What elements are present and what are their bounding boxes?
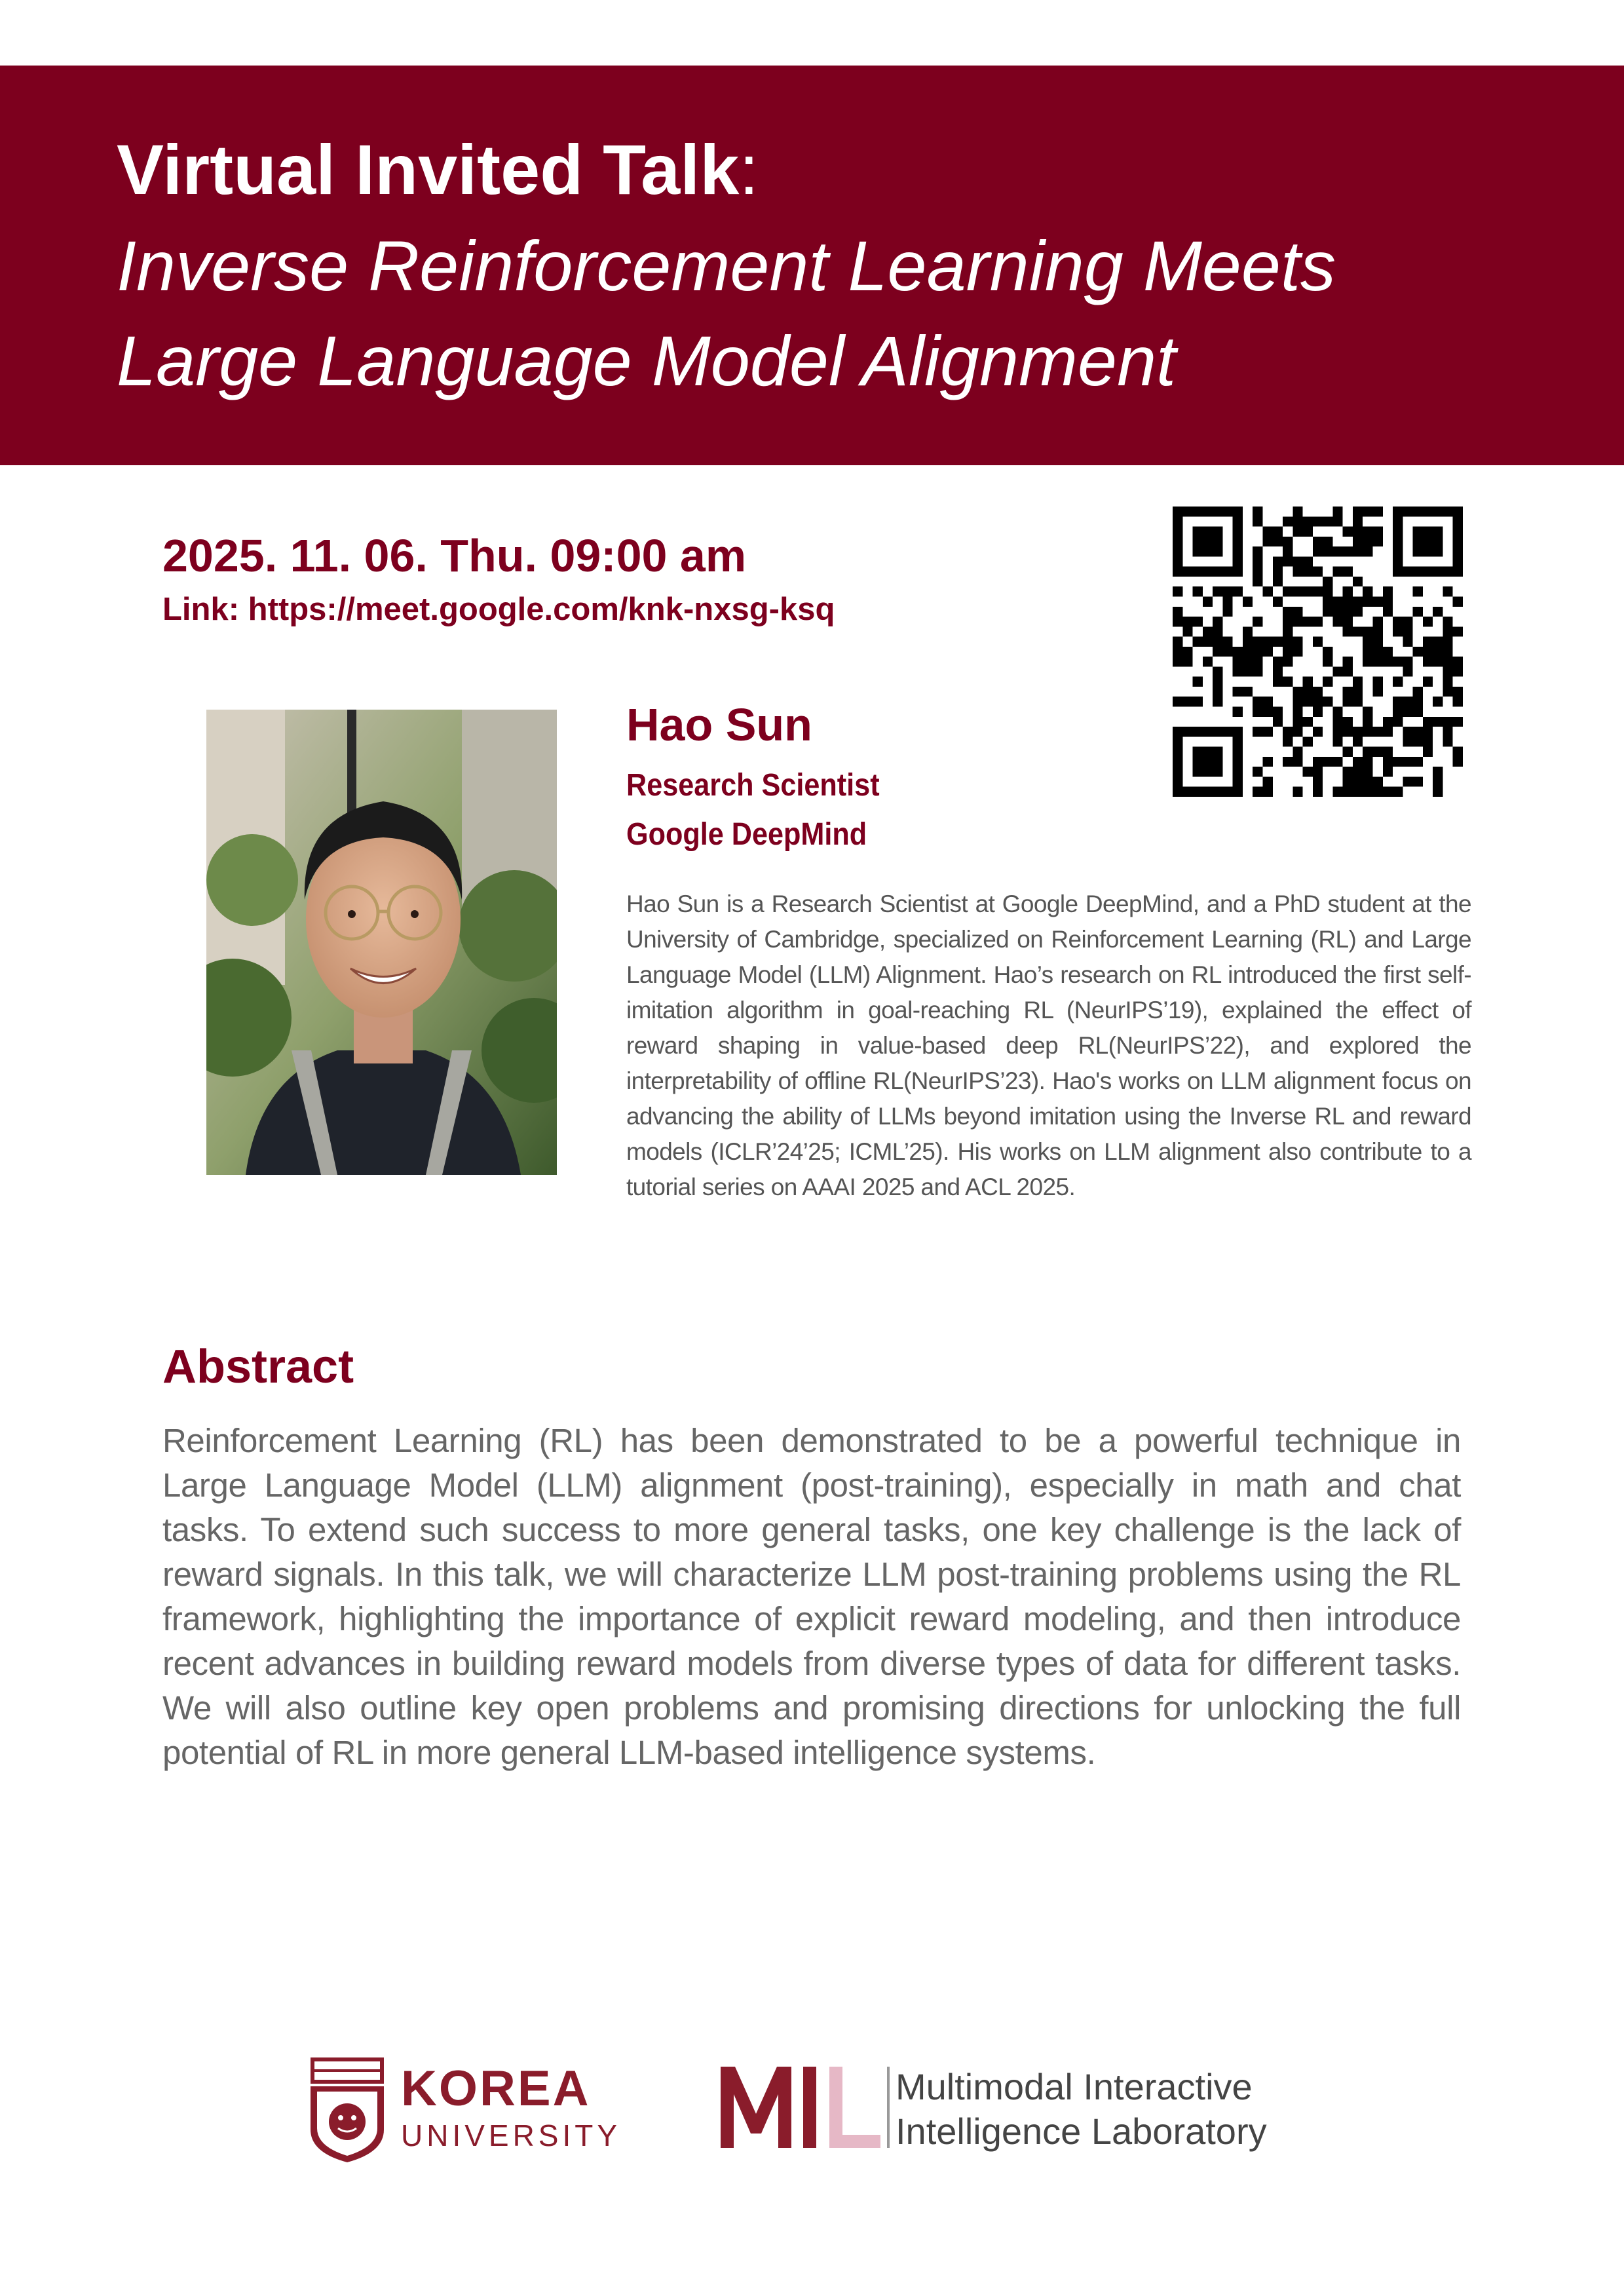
mil-logo-icon [715, 2061, 899, 2153]
talk-subtitle-line1: Inverse Reinforcement Learning Meets [117, 226, 1336, 305]
abstract-text: Reinforcement Learning (RL) has been demonstrated to be a powerful technique in Large Language Model (LLM) alignment (post-training), especially in math and chat tasks. To extend such success to more general tasks, one key challenge is the lack of reward signals. In this talk, we will characterize LLM post-training problems using the RL framework, highlighting the importance of explicit reward modeling, and then introduce recent advances in building reward models from diverse types of data for different tasks. We will also outline key open problems and promising directions for unlocking the full potential of RL in more general LLM-based intelligence systems. [162, 1422, 1461, 1771]
speaker-organization: Google DeepMind [626, 817, 867, 852]
speaker-photo [206, 710, 557, 1175]
mil-lab-logo [715, 2057, 1318, 2162]
talk-title [117, 130, 759, 209]
lab-name-line1: Multimodal Interactive [896, 2066, 1253, 2107]
event-datetime: 2025. 11. 06. Thu. 09:00 am [162, 530, 747, 581]
korea-logo-line1: KOREA [401, 2061, 591, 2116]
korea-university-crest-icon [308, 2057, 387, 2162]
talk-title-bold: Virtual Invited Talk [117, 130, 740, 209]
meeting-link[interactable]: Link: https://meet.google.com/knk-nxsg-ksq [162, 592, 835, 627]
talk-title-colon: : [739, 130, 759, 209]
abstract-heading: Abstract [162, 1341, 354, 1393]
speaker-name: Hao Sun [626, 699, 812, 750]
talk-subtitle-line2: Large Language Model Alignment [117, 321, 1177, 400]
korea-logo-line2: UNIVERSITY [401, 2118, 622, 2152]
speaker-role: Research Scientist [626, 768, 880, 803]
korea-university-logo [308, 2057, 629, 2162]
lab-name-line2: Intelligence Laboratory [896, 2111, 1267, 2152]
speaker-bio: Hao Sun is a Research Scientist at Google DeepMind, and a PhD student at the University of Cambridge, specialized on Reinforcement Learning (RL) and Large Language Model (LLM) Alignment. Hao’s research on RL introduced the first self-imitation algorithm in goal-reaching RL (NeurIPS’19), explained the effect of reward shaping in value-based deep RL(NeurIPS’22), and explored the interpretability of offline RL(NeurIPS’23). Hao's works on LLM alignment focus on advancing the ability of LLMs beyond imitation using the Inverse RL and reward models (ICLR’24’25; ICML’25). His works on LLM alignment also contribute to a tutorial series on AAAI 2025 and ACL 2025. [626, 890, 1471, 1200]
qr-code-icon[interactable] [1173, 507, 1463, 797]
